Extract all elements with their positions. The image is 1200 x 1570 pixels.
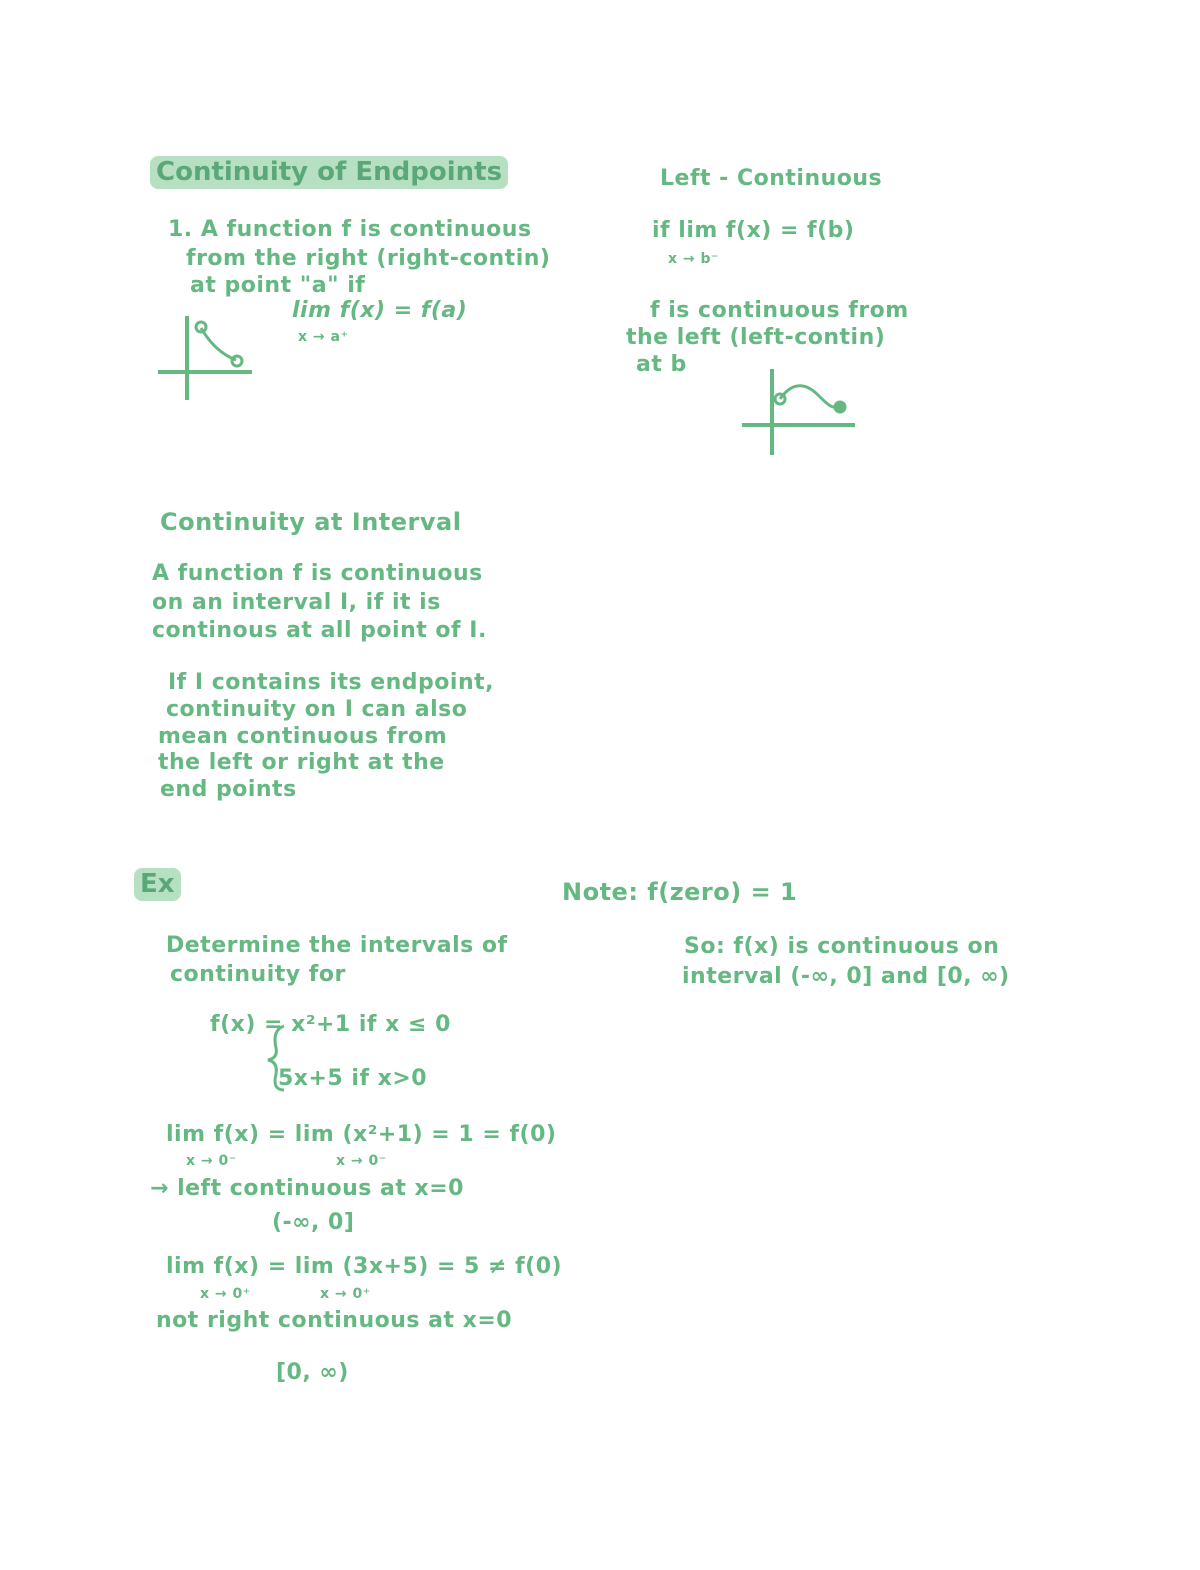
heading-continuity-endpoints: Continuity of Endpoints <box>150 156 508 189</box>
left-cont-line2: the left (left-contin) <box>626 325 886 350</box>
right-cont-def-line3: at point "a" if <box>190 273 366 298</box>
heading-continuity-interval: Continuity at Interval <box>160 508 462 536</box>
right-interval: [0, ∞) <box>276 1360 349 1385</box>
interval-p2-line3: mean continuous from <box>158 724 448 749</box>
left-limit-sub-1: x → 0⁻ <box>186 1153 237 1169</box>
left-continuous-sketch-icon <box>740 365 860 460</box>
note-line2: interval (-∞, 0] and [0, ∞) <box>682 964 1010 989</box>
example-label: Ex <box>134 868 181 901</box>
right-continuous-sketch-icon <box>150 310 260 405</box>
heading-left-continuous: Left - Continuous <box>660 166 883 191</box>
left-limit-computation: lim f(x) = lim (x²+1) = 1 = f(0) <box>166 1122 557 1147</box>
interval-p1-line1: A function f is continuous <box>152 561 483 586</box>
example-prompt-line2: continuity for <box>170 962 346 987</box>
interval-p2-line5: end points <box>160 777 297 802</box>
left-cont-line3: at b <box>636 352 687 377</box>
note-label: Note: f(zero) = 1 <box>562 878 798 906</box>
right-cont-def-line1: 1. A function f is continuous <box>168 217 532 242</box>
right-limit-sub-2: x → 0⁺ <box>320 1286 371 1302</box>
piecewise-case-1: f(x) = x²+1 if x ≤ 0 <box>210 1012 451 1037</box>
interval-p2-line1: If I contains its endpoint, <box>168 670 494 695</box>
right-limit-computation: lim f(x) = lim (3x+5) = 5 ≠ f(0) <box>166 1254 563 1279</box>
left-cont-line1: f is continuous from <box>650 298 909 323</box>
right-conclusion: not right continuous at x=0 <box>156 1308 513 1333</box>
right-limit-sub-1: x → 0⁺ <box>200 1286 251 1302</box>
right-cont-def-line2: from the right (right-contin) <box>186 246 551 271</box>
left-limit-subscript: x → b⁻ <box>668 251 719 267</box>
interval-p2-line2: continuity on I can also <box>166 697 468 722</box>
interval-p1-line2: on an interval I, if it is <box>152 590 441 615</box>
piecewise-brace-icon <box>262 1020 292 1095</box>
piecewise-case-2: 5x+5 if x>0 <box>278 1066 428 1091</box>
note-line1: So: f(x) is continuous on <box>684 934 1000 959</box>
interval-p1-line3: continous at all point of I. <box>152 618 487 643</box>
left-interval: (-∞, 0] <box>272 1210 355 1235</box>
left-conclusion: → left continuous at x=0 <box>150 1176 464 1201</box>
left-limit-sub-2: x → 0⁻ <box>336 1153 387 1169</box>
left-cont-if-line: if lim f(x) = f(b) <box>652 218 855 243</box>
right-limit-subscript: x → a⁺ <box>298 329 349 345</box>
example-prompt-line1: Determine the intervals of <box>166 933 508 958</box>
right-limit-expression: lim f(x) = f(a) <box>292 298 468 323</box>
interval-p2-line4: the left or right at the <box>158 750 445 775</box>
